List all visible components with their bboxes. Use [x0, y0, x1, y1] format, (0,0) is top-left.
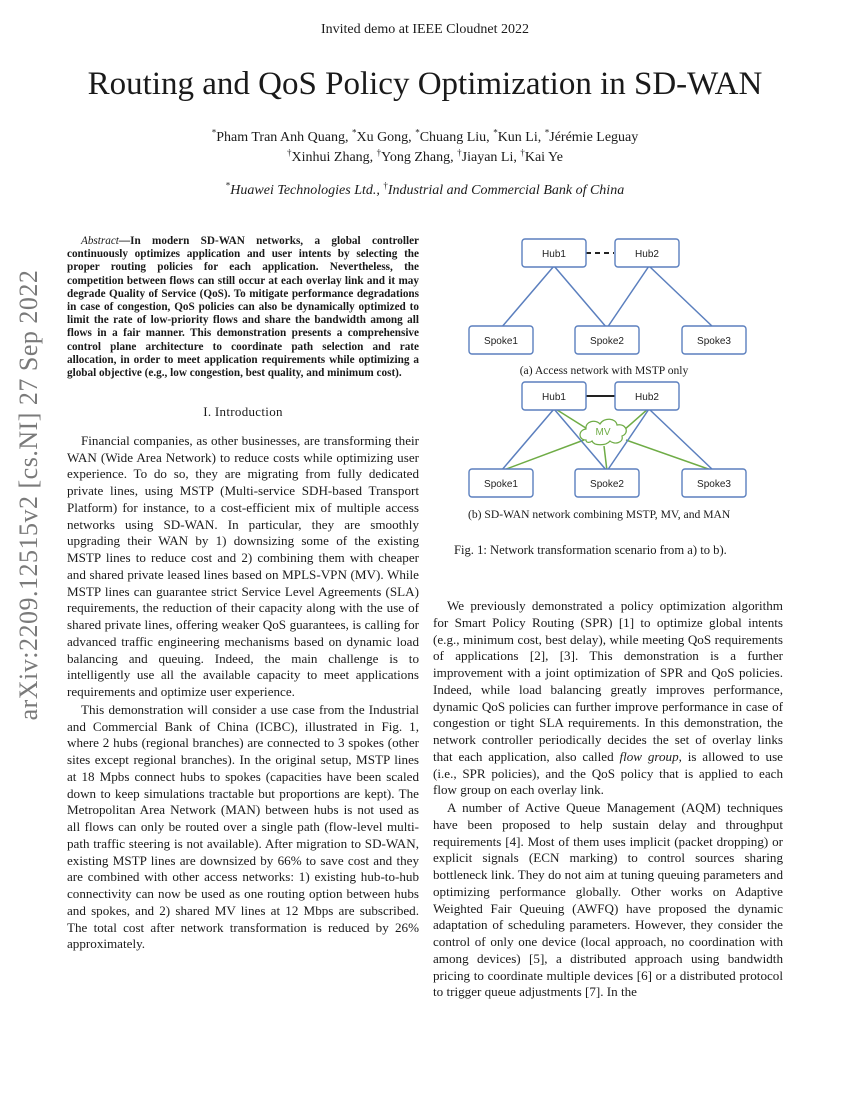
author-line1-0 — [211, 127, 349, 145]
right-column — [433, 598, 783, 1001]
author-line2-3 — [520, 147, 563, 165]
author-line1-2-name: Chuang Liu, — [419, 130, 490, 145]
panel-b-spoke1-label: Spoke1 — [484, 479, 518, 490]
author-line1-1-mark: * — [351, 127, 357, 138]
link-b-hub2-spoke3 — [649, 409, 714, 471]
panel-a-spoke1-label: Spoke1 — [484, 336, 518, 347]
panel-a-nodes — [469, 239, 746, 354]
author-line2-1 — [376, 147, 454, 165]
affiliation-0-name: Huawei Technologies Ltd., — [230, 183, 380, 198]
abstract — [67, 235, 419, 380]
panel-b-spoke2-label: Spoke2 — [590, 479, 624, 490]
author-line2-1-mark: † — [376, 147, 382, 158]
author-line2-2-name: Jiayan Li, — [461, 150, 517, 165]
panel-a-hub2-label: Hub2 — [635, 249, 659, 260]
figure-caption: Fig. 1: Network transformation scenario from a) to b). — [454, 543, 727, 557]
affiliation-0 — [225, 180, 380, 198]
panel-b-spoke3-label: Spoke3 — [697, 479, 731, 490]
panel-a-hub1-label: Hub1 — [542, 249, 566, 260]
arxiv-identifier — [9, 269, 49, 721]
author-line1-4-name: Jérémie Leguay — [549, 130, 639, 145]
arxiv-identifier-text: arXiv:2209.12515v2 [cs.NI] 27 Sep 2022 — [14, 269, 43, 721]
subfigure-a-caption: (a) Access network with MSTP only — [519, 364, 689, 377]
affiliation-0-mark: * — [225, 180, 231, 191]
author-line2-2-mark: † — [457, 147, 462, 158]
author-line2-0-name: Xinhui Zhang, — [291, 150, 374, 165]
right-paragraph-1-emphasis: flow group — [619, 748, 679, 764]
mv-cloud — [580, 419, 626, 445]
right-paragraph-2: A number of Active Queue Management (AQM) techniques have been proposed to help sustain delay and throughput requirements [4]. Most of them uses implicit (packet dropping) or explicit signals (ECN marking) to control sources sharing bottleneck link. They do not aim at tuning queuing parameters and optimizing performance globally. Other works on Adaptive Weighted Fair Queuing (AWFQ) have proposed the dynamic adaptation of scheduling parameters. However, they consider the control of only one device (local approach, no coordination with among devices) [5], a distributed approach using bandwidth pricing to coordinate multiple devices [6] or a distributed protocol to trigger queue adjustments [7]. In the — [433, 800, 783, 1000]
link-a-hub1-spoke1 — [501, 266, 554, 328]
link-a-hub2-spoke2 — [607, 266, 649, 328]
affiliation-1 — [383, 180, 625, 198]
author-line2-0-mark: † — [287, 147, 292, 158]
affiliation-1-name: Industrial and Commercial Bank of China — [387, 183, 625, 198]
abstract-label: Abstract — [81, 235, 119, 247]
link-a-hub2-spoke3 — [649, 266, 714, 328]
right-paragraph-1-pre: We previously demonstrated a policy optimization algorithm for Smart Policy Routing (SPR) [1] to optimize global intents (e.g., minimum cost, best delay), while meeting QoS requirements of applications [2], [3]. This demonstration is a further improvement with a joint optimization of SPR and QoS policies. Indeed, while load balancing greatly improves performance, dynamic QoS policies can further improve performance in case of congestion or tight SLA requirements. In this demonstration, the network controller periodically decides the set of overlay links that each application, also called — [433, 598, 783, 764]
link-a-hub1-spoke2 — [554, 266, 607, 328]
right-paragraph-1-post: , is allowed to use (i.e., SPR policies), and the QoS policy that is applied to each flow group on each overlay link. — [433, 748, 783, 798]
panel-b-hub1-label: Hub1 — [542, 392, 566, 403]
author-line1-1 — [351, 127, 412, 145]
right-paragraph-1 — [433, 598, 783, 799]
author-line1-3-mark: * — [493, 127, 498, 138]
author-line1-2-mark: * — [415, 127, 420, 138]
author-line2-0 — [287, 147, 374, 165]
affiliation-1-mark: † — [383, 180, 388, 191]
author-line2-2 — [457, 147, 517, 165]
abstract-text: —In modern SD-WAN networks, a global controller continuously optimizes application and user intents by selecting the proper routing policies for each application. Nevertheless, the competition between flows can still occur at each overlay link and it may degrade Quality of Service (QoS). To mitigate performance degradations in case of congestion, QoS policies can also be dynamically optimized to limit the rate of low-priority flows and share the bandwidth among all flows in a fair manner. This demonstration presents a comprehensive control plane architecture to coordinate path selection and rate allocation, in order to meet application requirements while optimizing a global objective (e.g., low congestion, best quality, and minimum cost). — [67, 235, 419, 380]
intro-paragraph-2: This demonstration will consider a use case from the Industrial and Commercial Bank of China (ICBC), illustrated in Fig. 1, where 2 hubs (regional branches) are connected to 3 spokes (other sites except regional branches). In the original setup, MSTP lines at 18 Mpbs connect hubs to spokes (capacities have been scaled down to keep simulations tractable but proportions are kept). The Metropolitan Area Network (MAN) between hubs is not used as all flows can only be routed over a single path (flow-level multi-path traffic steering is not available). After migration to SD-WAN, existing MSTP lines are downsized by 66% to save cost and they are combined with other access networks: 1) existing hub-to-hub connectivity can now be used as one routing option between hubs and spokes, and 2) shared MV lines at 12 Mbps are subscribed. The total cost after network transformation is reduced by 26% approximately. — [67, 701, 419, 952]
author-line2-3-name: Kai Ye — [524, 150, 563, 165]
author-line1-3 — [493, 127, 542, 145]
mv-link-spoke3 — [626, 440, 714, 471]
subfigure-b-caption: (b) SD-WAN network combining MSTP, MV, and MAN — [468, 508, 731, 521]
author-line1-1-name: Xu Gong, — [356, 130, 412, 145]
author-line-1 — [0, 128, 850, 148]
author-line2-1-name: Yong Zhang, — [381, 150, 454, 165]
intro-paragraph-1: Financial companies, as other businesses, are transforming their WAN (Wide Area Network) to reduce costs while optimizing user experience. To do so, they are migrating from fully dedicated private lines, using MSTP (Multi-service SDH-based Transport Platform) for instance, to a cost-efficient mix of multiple access networks using SD-WAN. In particular, they are smoothly upgrading their WAN by 1) downsizing some of the existing MSTP lines to reduce cost and 2) combining them with cheaper and shared private leased lines based on MPLS-VPN (MV). While MSTP lines can guarantee strict Service Level Agreements (SLA) requirements, the reduction of their capacity along with the use of shared private lines, offering weaker QoS guarantees, is calling for advanced traffic engineering mechanisms based on dynamic load balancing and queuing. Indeed, the main challenge is to intelligently use all the available capacity to meet applications requirements and optimize user experience. — [67, 432, 419, 700]
affiliations — [0, 180, 850, 199]
mv-cloud-label: MV — [595, 427, 611, 438]
author-line1-0-name: Pham Tran Anh Quang, — [216, 130, 349, 145]
section-heading: I. Introduction — [203, 404, 283, 420]
author-line1-4 — [544, 127, 639, 145]
author-line-2 — [0, 148, 850, 168]
author-line1-4-mark: * — [544, 127, 550, 138]
panel-a-spoke2-label: Spoke2 — [590, 336, 624, 347]
mv-link-hub1 — [554, 408, 589, 430]
author-line1-2 — [415, 127, 490, 145]
paper-title: Routing and QoS Policy Optimization in SD-WAN — [87, 66, 763, 102]
author-line2-3-mark: † — [520, 147, 525, 158]
left-column — [67, 235, 419, 953]
header-note: Invited demo at IEEE Cloudnet 2022 — [320, 22, 529, 37]
panel-a-spoke3-label: Spoke3 — [697, 336, 731, 347]
panel-b-hub2-label: Hub2 — [635, 392, 659, 403]
author-line1-0-mark: * — [211, 127, 217, 138]
author-line1-3-name: Kun Li, — [497, 130, 542, 145]
